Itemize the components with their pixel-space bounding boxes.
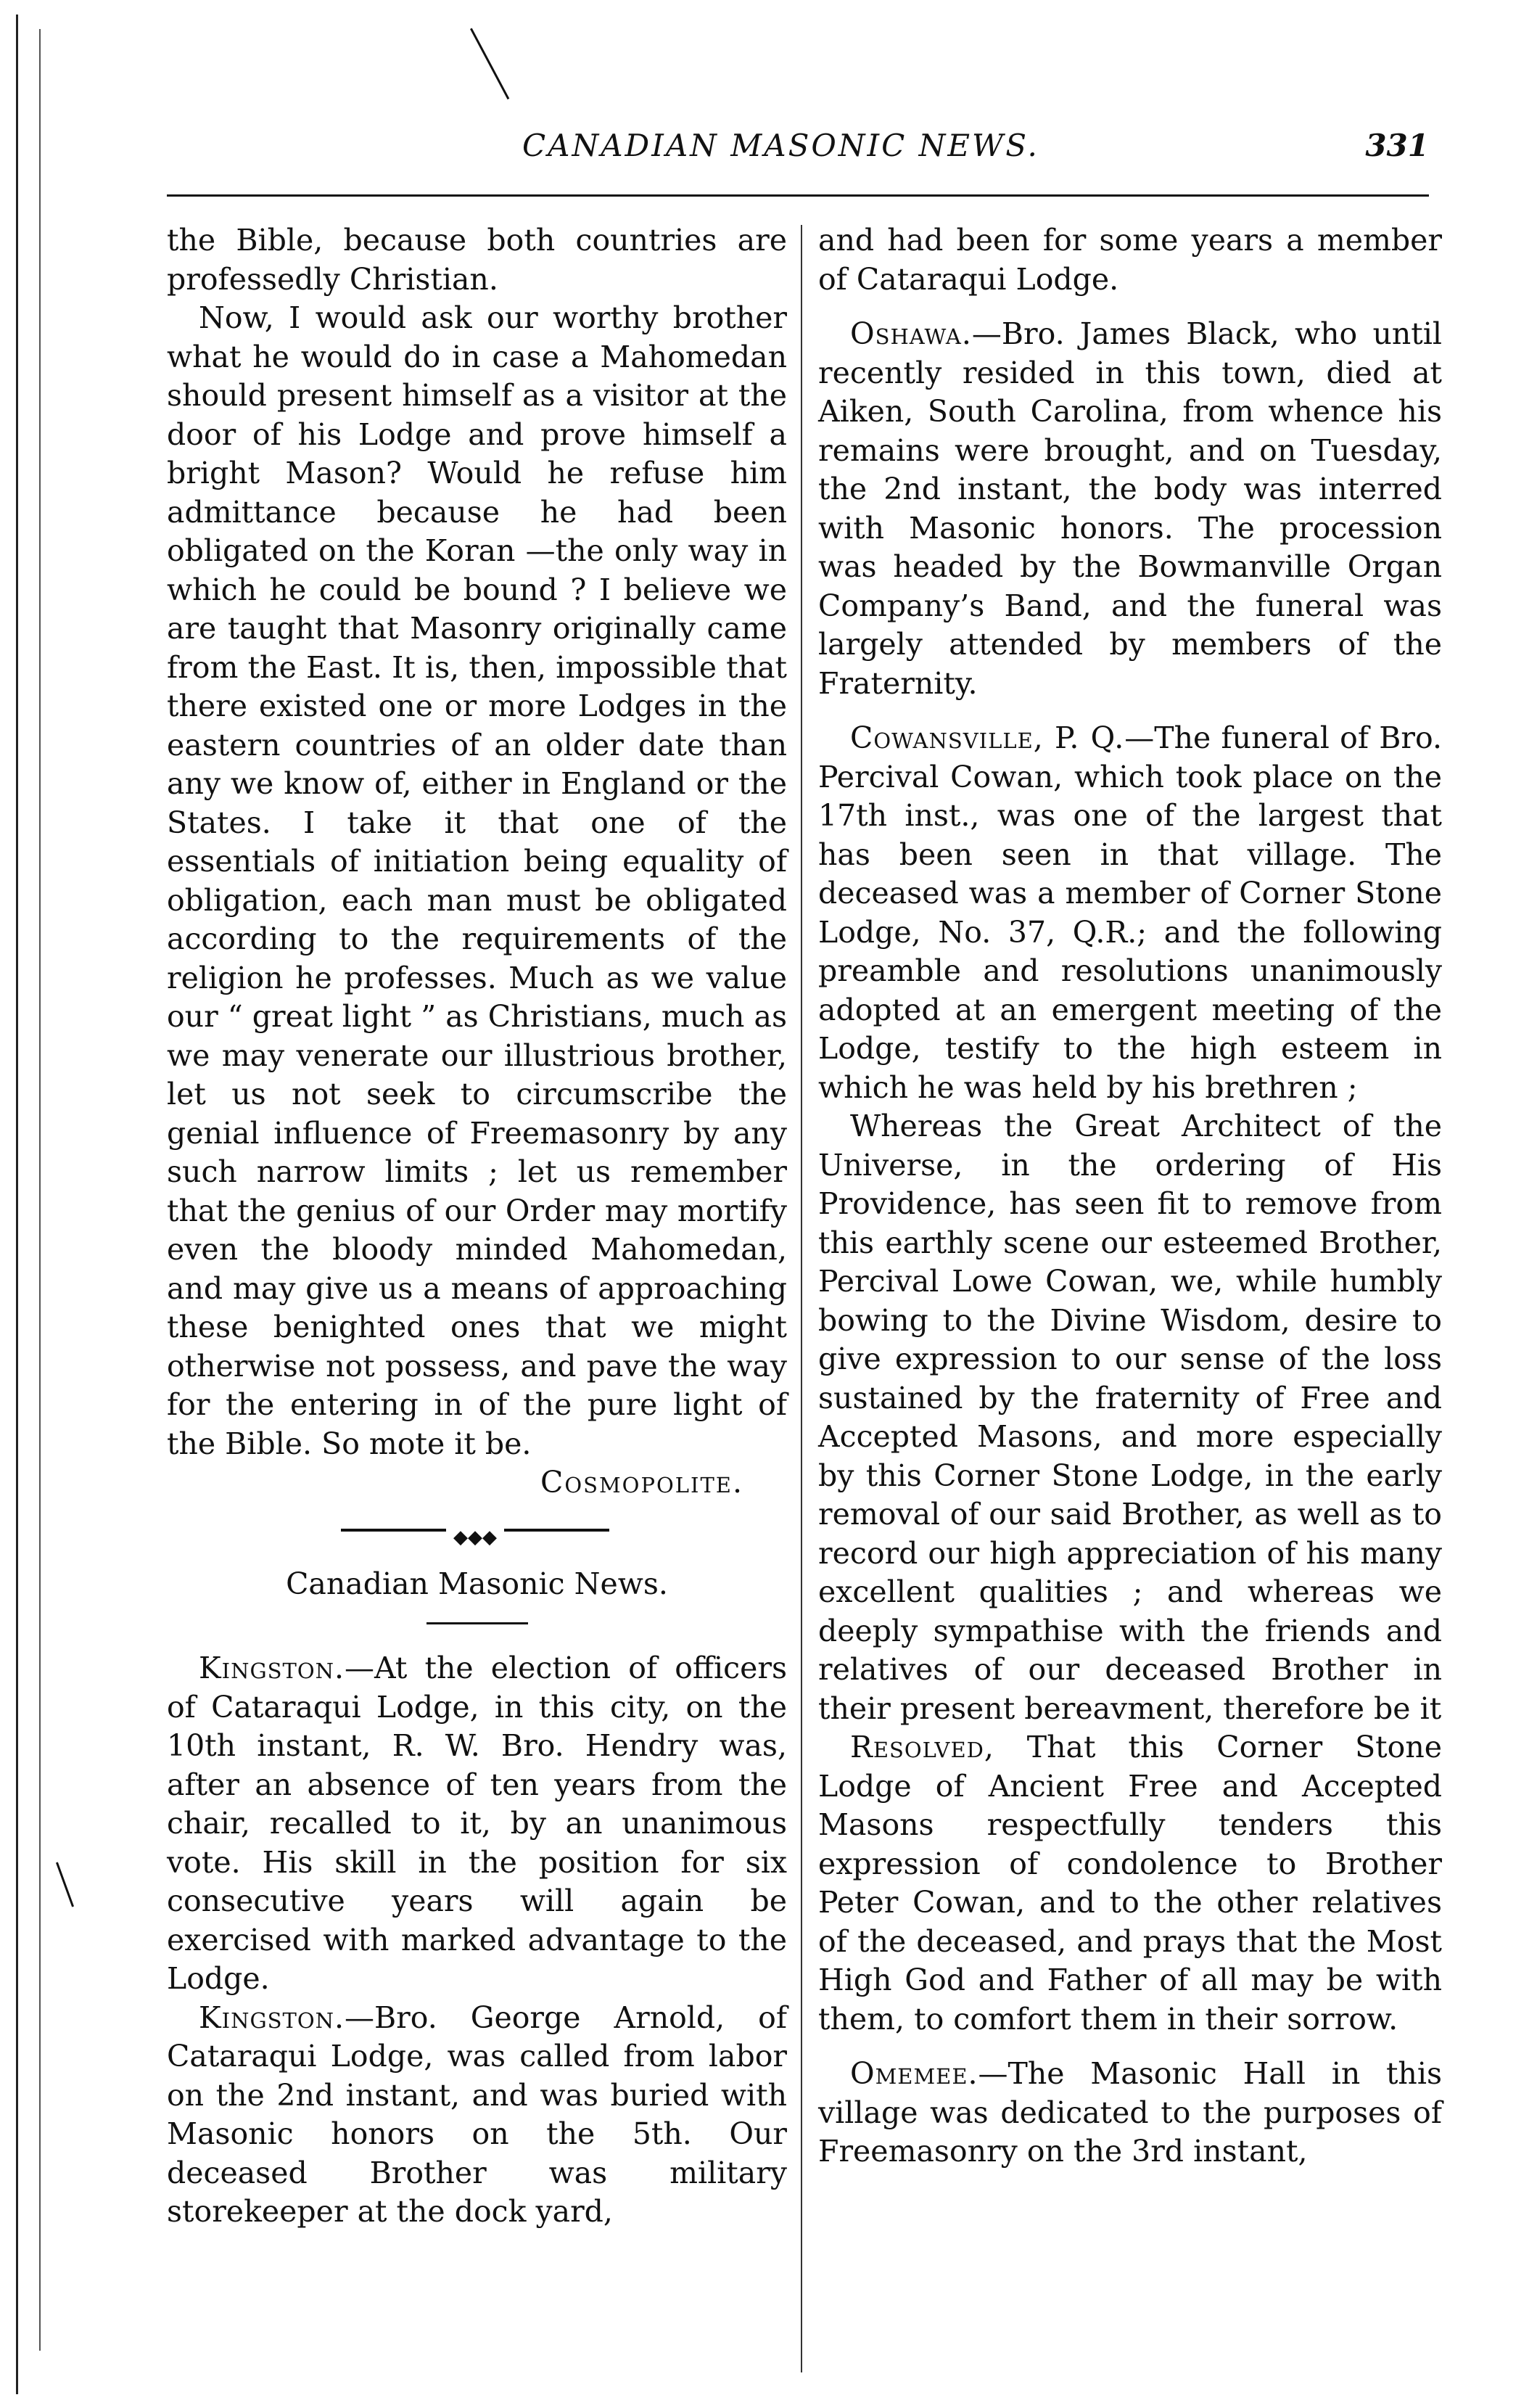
kingston-lead-2: Kingston. <box>199 2000 345 2035</box>
page-gutter-line <box>39 29 41 2351</box>
omemee-lead: Omemee. <box>850 2056 978 2091</box>
paragraph-kingston-arnold <box>167 1999 787 2232</box>
kingston-election-body: —At the election of officers of Cataraqui Lodge, in this city, on the 10th instant, R. W. Bro. Hendry was, after an absence of ten years from the chair, recalled to it, by an unanimous vote. His skill in the position for six consecutive years will again be exercised with marked advantage to the Lodge. <box>167 1651 787 1996</box>
page-edge-line <box>16 15 18 2394</box>
left-column <box>167 221 787 2232</box>
cowansville-body: —The funeral of Bro. Percival Cowan, which took place on the 17th inst., was one of the largest that has been seen in that village. The deceased was a member of Corner Stone Lodge, No. 37, Q.R.; and the following preamble and resolutions unanimously adopted at an emergent meeting of the Lodge, testify to the high esteem in which he was held by his brethren ; <box>818 720 1442 1105</box>
oshawa-lead: Oshawa. <box>850 316 972 351</box>
paragraph-kingston-election <box>167 1649 787 1999</box>
header-rule <box>167 194 1429 197</box>
paragraph-oshawa <box>818 315 1442 703</box>
ink-mark-margin <box>56 1862 74 1907</box>
header-title: CANADIAN MASONIC NEWS. <box>522 128 1039 163</box>
running-header <box>167 123 1429 174</box>
right-column <box>818 221 1442 2171</box>
paragraph-mahomedan: Now, I would ask our worthy brother what he would do in case a Mahomedan should present himself as a visitor at the door of his Lodge and prove himself a bright Mason? Would he refuse him admittance because he had been obligated on the Koran —the only way in which he could be bound ? I believe we are taught that Masonry originally came from the East. It is, then, impossible that there existed one or more Lodges in the eastern countries of an older date than any we know of, either in England or the States. I take it that one of the essentials of initiation being equality of obligation, each man must be obligated according to the requirements of the religion he professes. Much as we value our “ great light ” as Christians, much as we may venerate our illustrious brother, let us not seek to circumscribe the genial influence of Freemasonry by any such narrow limits ; let us remember that the genius of our Order may mortify even the bloody minded Mahomedan, and may give us a means of approaching these benighted ones that we might otherwise not possess, and pave the way for the entering in of the pure light of the Bible. So mote it be. <box>167 300 787 1461</box>
column-divider <box>801 225 802 2372</box>
paragraph-resolved <box>818 1728 1442 2039</box>
omemee-body: —The Masonic Hall in this village was dedicated to the purposes of Freemasonry on the 3rd instant, <box>818 2056 1442 2169</box>
ink-mark-top <box>470 28 509 100</box>
ornament-diamond-icon: ◆◆◆ <box>446 1519 504 1558</box>
kingston-arnold-body: —Bro. George Arnold, of Cataraqui Lodge, was called from labor on the 2nd instant, and was buried with Masonic honors on the 5th. Our deceased Brother was military storekeeper at the dock yard, <box>167 2000 787 2229</box>
paragraph-omemee <box>818 2055 1442 2171</box>
paragraph-bible: the Bible, because both countries are professedly Christian. <box>167 223 787 297</box>
paragraph-continuation: and had been for some years a member of Cataraqui Lodge. <box>818 223 1442 297</box>
kingston-lead: Kingston. <box>199 1651 345 1685</box>
cowansville-lead: Cowansville, P. Q. <box>850 720 1125 755</box>
section-ornament <box>167 1508 787 1552</box>
resolved-lead: Resolved, <box>850 1730 994 1764</box>
signature-cosmopolite: Cosmopolite. <box>540 1465 743 1500</box>
paragraph-cowansville <box>818 719 1442 1107</box>
heading-rule <box>427 1622 528 1624</box>
resolved-body: That this Corner Stone Lodge of Ancient Free and Accepted Masons respectfully tenders this expression of condolence to Brother Peter Cowan, and to the other relatives of the deceased, and prays that the Most High God and Father of all may be with them, to comfort them in their sorrow. <box>818 1730 1442 2037</box>
section-heading: Canadian Masonic News. <box>286 1566 668 1601</box>
page-number: 331 <box>1365 128 1429 163</box>
oshawa-body: —Bro. James Black, who until recently resided in this town, died at Aiken, South Carolina, from whence his remains were brought, and on Tuesday, the 2nd instant, the body was interred with Masonic honors. The procession was headed by the Bowmanville Organ Company’s Band, and the funeral was largely attended by members of the Fraternity. <box>818 316 1442 701</box>
paragraph-whereas: Whereas the Great Architect of the Universe, in the ordering of His Providence, has seen fit to remove from this earthly scene our esteemed Brother, Percival Lowe Cowan, we, while humbly bowing to the Divine Wisdom, desire to give expression to our sense of the loss sustained by the fraternity of Free and Accepted Masons, and more especially by this Corner Stone Lodge, in the early removal of our said Brother, as well as to record our high appreciation of his many excellent qualities ; and whereas we deeply sympathise with the friends and relatives of our deceased Brother in their present bereavment, therefore be it <box>818 1109 1442 1726</box>
